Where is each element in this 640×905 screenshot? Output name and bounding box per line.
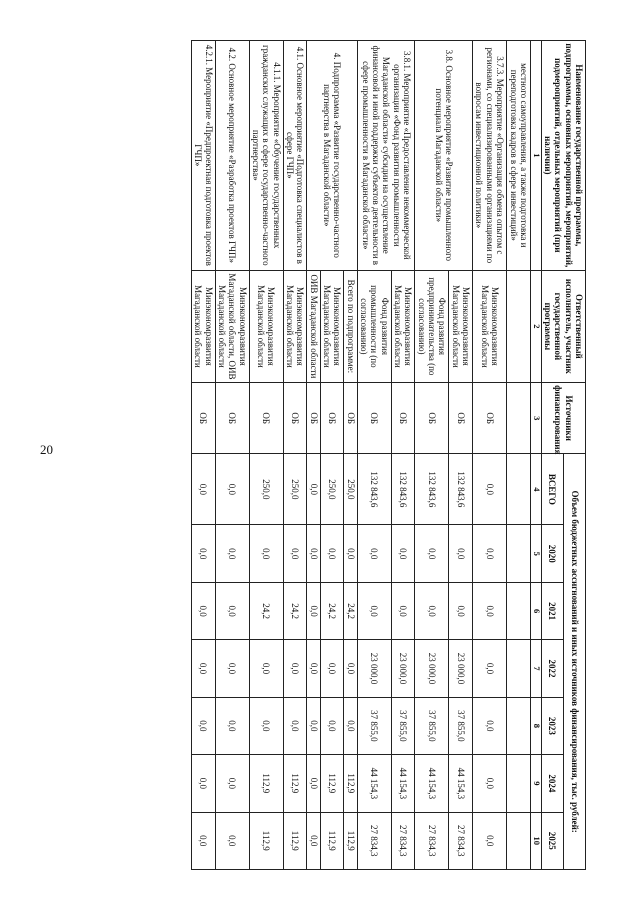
row-value: 0,0 <box>357 582 391 639</box>
row-value: 0,0 <box>191 755 215 812</box>
row-value: 0,0 <box>415 525 449 582</box>
budget-table <box>191 40 586 870</box>
row-value: 0,0 <box>473 582 507 639</box>
row-source: ОБ <box>391 383 415 454</box>
row-value: 0,0 <box>391 525 415 582</box>
row-total: 0,0 <box>307 454 320 525</box>
table-row <box>249 41 283 870</box>
row-value: 0,0 <box>215 812 249 869</box>
table-body <box>191 41 530 870</box>
row-value: 0,0 <box>215 640 249 697</box>
row-value: 0,0 <box>307 525 320 582</box>
row-value: 44 154,3 <box>415 755 449 812</box>
row-value: 0,0 <box>473 812 507 869</box>
row-source: ОБ <box>357 383 391 454</box>
row-responsible: ОИВ Магаданской области <box>307 270 320 383</box>
row-value: 0,0 <box>391 582 415 639</box>
row-value: 0,0 <box>320 640 344 697</box>
table-row <box>473 41 507 870</box>
row-value: 0,0 <box>473 755 507 812</box>
row-value: 112,9 <box>320 812 344 869</box>
row-value: 0,0 <box>215 525 249 582</box>
row-value: 44 154,3 <box>357 755 391 812</box>
row-value: 27 834,3 <box>357 812 391 869</box>
row-name: 3.8. Основное мероприятие «Развитие промышленного потенциала Магаданской области» <box>415 41 473 271</box>
row-value: 0,0 <box>307 582 320 639</box>
row-value <box>507 640 531 697</box>
row-value <box>507 812 531 869</box>
row-total: 132 843,6 <box>391 454 415 525</box>
row-value: 112,9 <box>344 812 357 869</box>
header-responsible: Ответственный исполнитель, участник государственной программы <box>541 270 585 383</box>
row-value: 0,0 <box>191 697 215 754</box>
col-number: 3 <box>530 383 541 454</box>
header-year: 2021 <box>541 582 563 639</box>
row-value: 0,0 <box>191 812 215 869</box>
row-source: ОБ <box>307 383 320 454</box>
row-source: ОБ <box>191 383 215 454</box>
row-value: 23 000,0 <box>357 640 391 697</box>
row-value: 0,0 <box>215 582 249 639</box>
row-value: 37 855,0 <box>357 697 391 754</box>
row-value: 24,2 <box>344 582 357 639</box>
row-value: 0,0 <box>473 525 507 582</box>
row-value: 37 855,0 <box>391 697 415 754</box>
row-source: ОБ <box>473 383 507 454</box>
row-value: 24,2 <box>320 582 344 639</box>
header-year: 2020 <box>541 525 563 582</box>
row-total: 0,0 <box>473 454 507 525</box>
table-row <box>283 41 307 870</box>
col-number: 7 <box>530 640 541 697</box>
row-value: 0,0 <box>344 640 357 697</box>
table-row <box>344 41 357 870</box>
row-name: 4.2. Основное мероприятие «Разработка проектов ГЧП» <box>215 41 249 271</box>
row-value <box>507 525 531 582</box>
row-value <box>507 582 531 639</box>
col-number: 9 <box>530 755 541 812</box>
row-value <box>507 755 531 812</box>
row-source: ОБ <box>215 383 249 454</box>
row-value: 44 154,3 <box>449 755 473 812</box>
row-value: 0,0 <box>283 640 307 697</box>
header-volume: Объем бюджетных ассигнований и иных источников финансирования, тыс. рублей: <box>563 454 585 870</box>
column-number-row <box>530 41 541 870</box>
row-value: 0,0 <box>283 525 307 582</box>
row-name: местного самоуправления, а также подготовка и переподготовка кадров в сфере инвестиций» <box>507 41 531 271</box>
table-row <box>191 41 215 870</box>
row-value: 0,0 <box>307 640 320 697</box>
row-value: 0,0 <box>249 525 283 582</box>
rotated-table-container <box>46 40 586 870</box>
header-name: Наименование государственной программы, подпрограммы, основных мероприятий, мероприятий, подмероприятий, отдельных мероприятий (при наличии) <box>541 41 585 271</box>
row-responsible: Минэкономразвития Магаданской области <box>283 270 307 383</box>
table-row <box>507 41 531 870</box>
row-total <box>507 454 531 525</box>
row-responsible: Минэкономразвития Магаданской области <box>191 270 215 383</box>
page-number: 20 <box>40 442 53 457</box>
header-total: ВСЕГО <box>541 454 563 525</box>
row-value: 24,2 <box>283 582 307 639</box>
row-value: 112,9 <box>249 755 283 812</box>
row-total: 132 843,6 <box>449 454 473 525</box>
row-source: ОБ <box>320 383 344 454</box>
row-value <box>507 697 531 754</box>
row-responsible: Фонд развития промышленности (по согласованию) <box>357 270 391 383</box>
row-value: 27 834,3 <box>449 812 473 869</box>
header-year: 2023 <box>541 697 563 754</box>
row-value: 23 000,0 <box>415 640 449 697</box>
row-name: 4. Подпрограмма «Развитие государственно-частного партнерства в Магаданской области» <box>307 41 357 271</box>
row-value: 37 855,0 <box>449 697 473 754</box>
row-value: 0,0 <box>215 755 249 812</box>
row-value: 0,0 <box>449 525 473 582</box>
row-value: 0,0 <box>307 812 320 869</box>
row-value: 0,0 <box>191 582 215 639</box>
row-value: 0,0 <box>344 525 357 582</box>
row-value: 112,9 <box>249 812 283 869</box>
row-value: 112,9 <box>283 755 307 812</box>
row-value: 0,0 <box>415 582 449 639</box>
table-header <box>530 41 585 870</box>
row-responsible: Всего по подпрограмме: <box>344 270 357 383</box>
col-number: 1 <box>530 41 541 271</box>
row-source: ОБ <box>415 383 449 454</box>
table-row <box>391 41 415 870</box>
row-source: ОБ <box>449 383 473 454</box>
row-responsible: Минэкономразвития Магаданской области <box>320 270 344 383</box>
row-source: ОБ <box>283 383 307 454</box>
row-name: 4.2.1. Мероприятие «Предпроектная подготовка проектов ГЧП» <box>191 41 215 271</box>
row-value: 0,0 <box>283 697 307 754</box>
row-value: 0,0 <box>191 640 215 697</box>
row-value: 27 834,3 <box>415 812 449 869</box>
row-source: ОБ <box>249 383 283 454</box>
col-number: 4 <box>530 454 541 525</box>
row-total: 0,0 <box>215 454 249 525</box>
row-name: 4.1.1. Мероприятие «Обучение государственных гражданских служащих в сфере государственно-частного партнерства» <box>249 41 283 271</box>
row-total: 250,0 <box>344 454 357 525</box>
row-responsible: Минэкономразвития Магаданской области <box>391 270 415 383</box>
row-value: 0,0 <box>249 697 283 754</box>
row-value: 0,0 <box>320 697 344 754</box>
row-value: 24,2 <box>249 582 283 639</box>
row-responsible: Минэкономразвития Магаданской области <box>249 270 283 383</box>
row-responsible: Минэкономразвития Магаданской области <box>449 270 473 383</box>
col-number: 10 <box>530 812 541 869</box>
row-value: 0,0 <box>357 525 391 582</box>
row-total: 132 843,6 <box>415 454 449 525</box>
row-value: 0,0 <box>307 697 320 754</box>
header-year: 2024 <box>541 755 563 812</box>
row-value: 0,0 <box>449 582 473 639</box>
row-value: 0,0 <box>473 640 507 697</box>
row-value: 0,0 <box>344 697 357 754</box>
row-value: 23 000,0 <box>391 640 415 697</box>
col-number: 8 <box>530 697 541 754</box>
row-responsible: Фонд развития предпринимательства (по согласованию) <box>415 270 449 383</box>
row-name: 3.8.1. Мероприятие «Предоставление некоммерческой организации «Фонд развития промышленности Магаданской области» субсидии на осуществление финансовой и иной поддержки субъектов деятельности в сфере промышленности в Магаданской области» <box>357 41 415 271</box>
row-responsible: Минэкономразвития Магаданской области, ОИВ Магаданской области <box>215 270 249 383</box>
col-number: 6 <box>530 582 541 639</box>
row-value: 112,9 <box>344 755 357 812</box>
header-year: 2022 <box>541 640 563 697</box>
row-total: 250,0 <box>320 454 344 525</box>
row-total: 0,0 <box>191 454 215 525</box>
row-value: 0,0 <box>215 697 249 754</box>
header-source: Источники финансирования <box>541 383 585 454</box>
row-value: 112,9 <box>283 812 307 869</box>
row-value: 27 834,3 <box>391 812 415 869</box>
row-total: 132 843,6 <box>357 454 391 525</box>
row-value: 37 855,0 <box>415 697 449 754</box>
row-total: 250,0 <box>249 454 283 525</box>
row-value: 0,0 <box>473 697 507 754</box>
row-value: 23 000,0 <box>449 640 473 697</box>
row-value: 44 154,3 <box>391 755 415 812</box>
row-value: 0,0 <box>320 525 344 582</box>
row-source: ОБ <box>344 383 357 454</box>
row-responsible: Минэкономразвития Магаданской области <box>473 270 507 383</box>
header-year: 2025 <box>541 812 563 869</box>
table-row <box>215 41 249 870</box>
col-number: 5 <box>530 525 541 582</box>
table-row <box>449 41 473 870</box>
col-number: 2 <box>530 270 541 383</box>
row-value: 0,0 <box>191 525 215 582</box>
row-value: 0,0 <box>307 755 320 812</box>
row-value: 112,9 <box>320 755 344 812</box>
row-responsible <box>507 270 531 383</box>
row-name: 4.1. Основное мероприятие «Подготовка специалистов в сфере ГЧП» <box>283 41 307 271</box>
row-source <box>507 383 531 454</box>
row-name: 3.7.3. Мероприятие «Организация обмена опытом с регионами, со специализированными организациями по вопросам инвестиционной политики» <box>473 41 507 271</box>
row-value: 0,0 <box>249 640 283 697</box>
row-total: 250,0 <box>283 454 307 525</box>
